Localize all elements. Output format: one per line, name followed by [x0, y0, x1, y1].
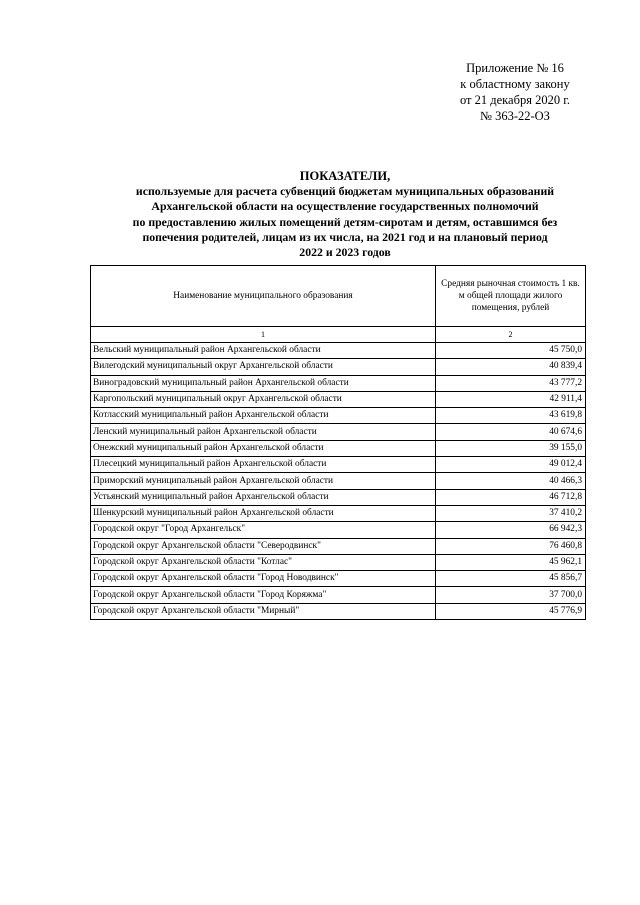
average-cost-cell: 40 839,4: [436, 359, 586, 375]
table-row: [91, 391, 586, 407]
column-number-2: 2: [436, 327, 586, 343]
average-cost-cell: 39 155,0: [436, 440, 586, 456]
appendix-line-1: Приложение № 16: [466, 61, 564, 75]
average-cost-cell: 66 942,3: [436, 522, 586, 538]
average-cost-cell: 43 777,2: [436, 375, 586, 391]
title-line-3: по предоставлению жилых помещений детям-сиротам и детям, оставшимся без: [132, 214, 558, 229]
municipality-name-cell: Городской округ Архангельской области "Мирный": [91, 603, 436, 619]
municipality-name-cell: Городской округ Архангельской области "Котлас": [91, 554, 436, 570]
municipality-name-cell: Приморский муниципальный район Архангельской области: [91, 473, 436, 489]
table-row: [91, 375, 586, 391]
table-row: [91, 473, 586, 489]
table-row: [91, 603, 586, 619]
appendix-line-2: к областному закону: [460, 77, 570, 91]
municipality-name-cell: Шенкурский муниципальный район Архангельской области: [91, 505, 436, 521]
municipality-name-cell: Городской округ Архангельской области "Город Коряжма": [91, 587, 436, 603]
municipality-name-cell: Плесецкий муниципальный район Архангельской области: [91, 457, 436, 473]
average-cost-cell: 40 674,6: [436, 424, 586, 440]
average-cost-cell: 37 410,2: [436, 505, 586, 521]
title-main: ПОКАЗАТЕЛИ,: [299, 169, 391, 183]
table-body: [91, 343, 586, 620]
table-header-row: [91, 266, 586, 327]
municipality-name-cell: Вилегодский муниципальный округ Архангельской области: [91, 359, 436, 375]
table-row: [91, 522, 586, 538]
average-cost-cell: 42 911,4: [436, 391, 586, 407]
average-cost-cell: 45 776,9: [436, 603, 586, 619]
average-cost-cell: 45 962,1: [436, 554, 586, 570]
table-row: [91, 554, 586, 570]
document-title: [95, 169, 595, 260]
municipality-name-cell: Вельский муниципальный район Архангельской области: [91, 343, 436, 359]
table-row: [91, 538, 586, 554]
title-line-2: Архангельской области на осуществление государственных полномочий: [151, 199, 539, 214]
table-row: [91, 505, 586, 521]
average-cost-cell: 40 466,3: [436, 473, 586, 489]
header-municipality-name: Наименование муниципального образования: [91, 266, 436, 327]
average-cost-cell: 45 856,7: [436, 571, 586, 587]
title-line-1: используемые для расчета субвенций бюджетам муниципальных образований: [135, 184, 555, 199]
table-row: [91, 424, 586, 440]
municipality-name-cell: Городской округ Архангельской области "Северодвинск": [91, 538, 436, 554]
title-line-4: попечения родителей, лицам из их числа, на 2021 год и на плановый период: [142, 229, 548, 244]
table-row: [91, 457, 586, 473]
municipality-name-cell: Каргопольский муниципальный округ Архангельской области: [91, 391, 436, 407]
table-row: [91, 489, 586, 505]
average-cost-cell: 76 460,8: [436, 538, 586, 554]
appendix-line-4: № 363-22-ОЗ: [480, 109, 550, 123]
municipality-name-cell: Онежский муниципальный район Архангельской области: [91, 440, 436, 456]
average-cost-cell: 46 712,8: [436, 489, 586, 505]
average-cost-cell: 37 700,0: [436, 587, 586, 603]
average-cost-cell: 43 619,8: [436, 408, 586, 424]
table-row: [91, 440, 586, 456]
column-number-1: 1: [91, 327, 436, 343]
table-row: [91, 359, 586, 375]
municipality-name-cell: Виноградовский муниципальный район Архангельской области: [91, 375, 436, 391]
table-row: [91, 571, 586, 587]
average-cost-cell: 49 012,4: [436, 457, 586, 473]
title-line-5: 2022 и 2023 годов: [299, 245, 391, 260]
municipality-name-cell: Городской округ Архангельской области "Город Новодвинск": [91, 571, 436, 587]
municipality-name-cell: Устьянский муниципальный район Архангельской области: [91, 489, 436, 505]
table-row: [91, 408, 586, 424]
table-row: [91, 587, 586, 603]
indicators-table: [90, 265, 586, 620]
municipality-name-cell: Городской округ "Город Архангельск": [91, 522, 436, 538]
appendix-note: [440, 60, 590, 124]
appendix-line-3: от 21 декабря 2020 г.: [459, 93, 571, 107]
table-row: [91, 343, 586, 359]
average-cost-cell: 45 750,0: [436, 343, 586, 359]
column-number-row: [91, 327, 586, 343]
municipality-name-cell: Ленский муниципальный район Архангельской области: [91, 424, 436, 440]
header-average-cost: Средняя рыночная стоимость 1 кв. м общей площади жилого помещения, рублей: [436, 266, 586, 327]
municipality-name-cell: Котласский муниципальный район Архангельской области: [91, 408, 436, 424]
